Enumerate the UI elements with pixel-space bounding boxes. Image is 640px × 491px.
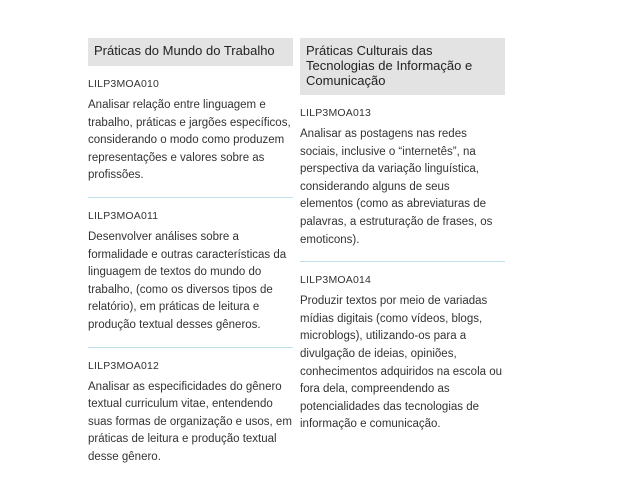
objective-item — [88, 360, 293, 479]
objective-code: LILP3MOA013 — [300, 107, 372, 119]
objective-code: LILP3MOA010 — [88, 78, 160, 90]
objective-description: Desenvolver análises sobre a formalidade e outras características da linguagem de textos do mundo do trabalho, (como os diversos tipos de relatório), em práticas de leitura e produção textual desses gêneros. — [88, 230, 287, 331]
objective-code: LILP3MOA014 — [300, 274, 372, 287]
objective-item — [88, 210, 293, 348]
objective-description: Analisar as especificidades do gênero textual curriculum vitae, entendendo suas formas de organização e usos, em práticas de leitura e produção textual desse gênero. — [88, 380, 292, 463]
objective-description: Produzir textos por meio de variadas mídias digitais (como vídeos, blogs, microblogs), utilizando-os para a divulgação de ideias, opiniões, conhecimentos adquiridos na escola ou fora dela, compreendendo as potencialidades das tecnologias de informação e comunicação. — [300, 295, 503, 431]
objective-item — [88, 78, 293, 198]
objective-code: LILP3MOA012 — [88, 359, 160, 372]
objective-description: Analisar as postagens nas redes sociais, inclusive o “internetês”, na perspectiva da variação linguística, considerando alguns de seus elementos (como as abreviaturas de palavras, a estruturação de frases, os emoticons). — [300, 128, 493, 246]
column-tecnologias-informacao — [300, 38, 505, 458]
column-header: Práticas do Mundo do Trabalho — [88, 38, 293, 66]
objective-item — [300, 107, 505, 262]
objective-item — [300, 274, 505, 446]
column-header: Práticas Culturais das Tecnologias de Informação e Comunicação — [300, 38, 505, 95]
objective-description: Analisar relação entre linguagem e trabalho, práticas e jargões específicos, considerando o modo como produzem representações e valores sobre as profissões. — [88, 99, 291, 182]
column-mundo-do-trabalho — [88, 38, 293, 491]
objective-code: LILP3MOA011 — [88, 209, 159, 222]
